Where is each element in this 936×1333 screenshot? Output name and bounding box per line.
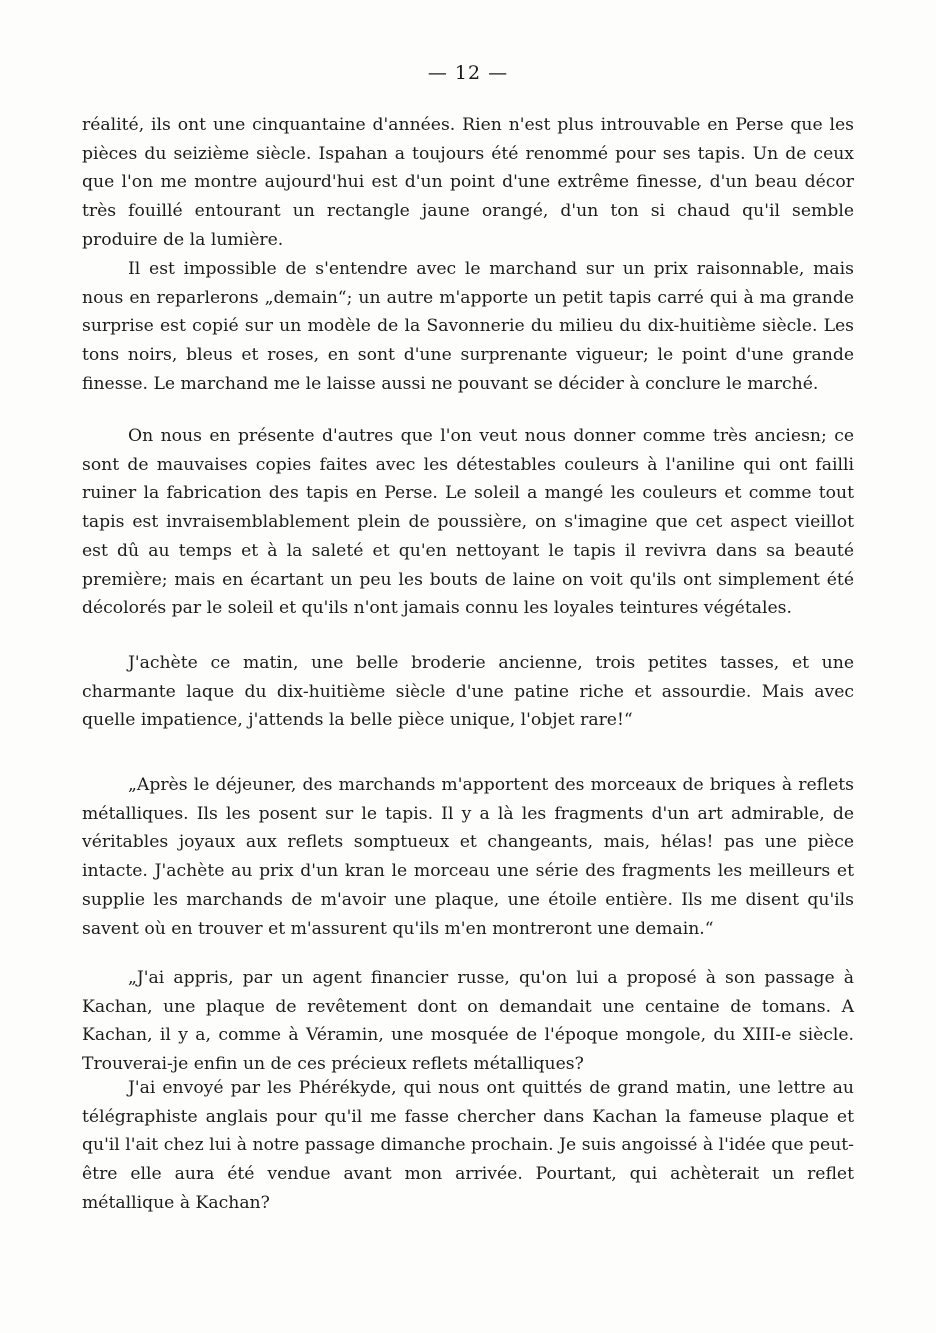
paragraph-text: On nous en présente d'autres que l'on veut nous donner comme très anciesn; ce sont de mauvaises copies faites avec les détestables couleurs à l'aniline qui ont failli ruiner la fabrication des tapis en Perse. Le soleil a mangé les couleurs et comme tout tapis est invraisemblablement plein de poussière, on s'imagine que cet aspect vieillot est dû au temps et à la saleté et qu'en nettoyant le tapis il revivra dans sa beauté première; mais en écartant un peu les bouts de laine on voit qu'ils ont simplement été décolorés par le soleil et qu'ils n'ont jamais connu les loyales teintures végétales. [82,426,854,619]
paragraph-text: réalité, ils ont une cinquantaine d'années. Rien n'est plus introuvable en Perse que les pièces du seizième siècle. Ispahan a toujours été renommé pour ses tapis. Un de ceux que l'on me montre aujourd'hui est d'un point d'une extrême finesse, d'un beau décor très fouillé entourant un rectangle jaune orangé, d'un ton si chaud qu'il semble produire de la lumière. [82,115,854,250]
paragraph-1 [82,111,854,255]
paragraph-6 [82,964,854,1079]
page-number: — 12 — [427,62,509,84]
paragraph-3 [82,422,854,623]
paragraph-7 [82,1074,854,1218]
paragraph-4 [82,649,854,735]
paragraph-text: J'ai envoyé par les Phérékyde, qui nous ont quittés de grand matin, une lettre au télégraphiste anglais pour qu'il me fasse chercher dans Kachan la fameuse plaque et qu'il l'ait chez lui à notre passage dimanche prochain. Je suis angoissé à l'idée que peut-être elle aura été vendue avant mon arrivée. Pourtant, qui achèterait un reflet métallique à Kachan? [82,1078,854,1213]
paragraph-5 [82,771,854,943]
paragraph-text: Il est impossible de s'entendre avec le marchand sur un prix raisonnable, mais nous en reparlerons „demain“; un autre m'apporte un petit tapis carré qui à ma grande surprise est copié sur un modèle de la Savonnerie du milieu du dix-huitième siècle. Les tons noirs, bleus et roses, en sont d'une surprenante vigueur; le point d'une grande finesse. Le marchand me le laisse aussi ne pouvant se décider à conclure le marché. [82,259,854,394]
paragraph-text: J'achète ce matin, une belle broderie ancienne, trois petites tasses, et une charmante laque du dix-huitième siècle d'une patine riche et assourdie. Mais avec quelle impatience, j'attends la belle pièce unique, l'objet rare!“ [82,653,854,731]
paragraph-text: „Après le déjeuner, des marchands m'apportent des morceaux de briques à reflets métalliques. Ils les posent sur le tapis. Il y a là les fragments d'un art admirable, de véritables joyaux aux reflets somptueux et changeants, mais, hélas! pas une pièce intacte. J'achète au prix d'un kran le morceau une série des fragments les meilleurs et supplie les marchands de m'avoir une plaque, une étoile entière. Ils me disent qu'ils savent où en trouver et m'assurent qu'ils m'en montreront une demain.“ [82,775,854,939]
paragraph-2 [82,255,854,399]
paragraph-text: „J'ai appris, par un agent financier russe, qu'on lui a proposé à son passage à Kachan, une plaque de revêtement dont on demandait une centaine de tomans. A Kachan, il y a, comme à Véramin, une mosquée de l'époque mongole, du XIII-e siècle. Trouverai-je enfin un de ces précieux reflets métalliques? [82,968,854,1075]
